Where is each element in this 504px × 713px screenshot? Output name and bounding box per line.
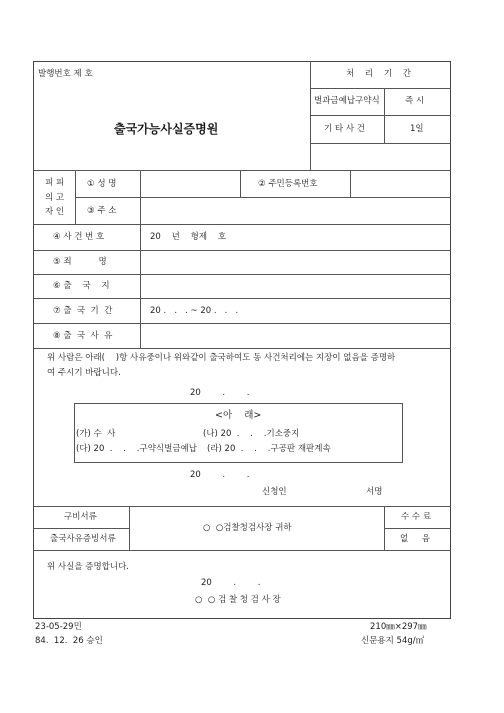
paper-size: 210㎜×297㎜ (370, 622, 427, 632)
fee-label: 수 수 료 (401, 512, 432, 522)
divider (33, 298, 451, 299)
note-b: (나) 20 . . .기소중지 (203, 429, 300, 439)
case-number-label: ④ 사 건 번 호 (53, 232, 105, 242)
divider (310, 143, 451, 144)
issue-number: 발행번호 제 호 (38, 69, 93, 79)
divider (310, 88, 451, 89)
address-label: ③ 주 소 (87, 206, 117, 216)
period-label: ⑦ 출 국 기 간 (53, 306, 113, 316)
divider (33, 250, 451, 251)
divider (33, 170, 451, 171)
statement-text: 위 사람은 아래( )항 사유중이나 위와같이 출국하여도 동 사건처리에는 지장이 없음을 증명하 (47, 353, 396, 363)
divider (129, 506, 130, 550)
form-title: 출국가능사실증명원 (114, 122, 219, 136)
certification-date: 20 . . (201, 578, 261, 588)
divider (350, 170, 351, 197)
signature-label: 서명 (366, 487, 383, 497)
divider (75, 170, 76, 224)
divider (33, 506, 451, 507)
addressee: ○ ○검찰청검사장 귀하 (203, 523, 292, 533)
statement-date: 20 . . (190, 388, 250, 398)
address-field[interactable] (142, 199, 449, 222)
statement-date: 20 . . (190, 470, 250, 480)
required-documents-label: 구비서류 (64, 512, 97, 522)
certification-text: 위 사실을 증명합니다. (47, 562, 130, 572)
divider (384, 88, 385, 143)
applicant-group-label: 자 인 (45, 207, 65, 217)
fee-value: 없 음 (400, 534, 430, 544)
note-c: (다) 20 . . .구약식벌금예납 (76, 444, 197, 454)
destination-label: ⑥ 출 국 지 (53, 281, 110, 291)
note-a: (가) 수 사 (76, 429, 116, 439)
paper-type: 신문용지 54g/㎡ (361, 636, 425, 646)
notes-title: <아 래> (215, 410, 262, 421)
reason-label: ⑧ 출 국 사 유 (53, 331, 113, 341)
divider (33, 550, 451, 551)
divider (33, 528, 129, 529)
approval-date: 84. 12. 26 승인 (35, 636, 103, 646)
case-number-value[interactable]: 20 년 형제 호 (150, 232, 227, 242)
processing-row-label: 기 타 사 건 (324, 124, 365, 134)
name-field[interactable] (142, 172, 238, 195)
applicant-sign-label: 신청인 (262, 487, 287, 497)
form-number: 23-05-29민 (35, 622, 82, 632)
resident-number-label: ② 주민등록번호 (258, 179, 318, 189)
period-value[interactable]: 20 . . . ~ 20 . . . (150, 306, 239, 316)
divider (240, 170, 241, 197)
statement-text: 여 주시기 바랍니다. (47, 368, 121, 378)
applicant-group-label: 피 피 (45, 178, 65, 188)
processing-row-value: 1일 (410, 124, 424, 134)
divider (33, 274, 451, 275)
charge-field[interactable] (142, 252, 449, 272)
name-label: ① 성 명 (87, 179, 117, 189)
divider (310, 61, 311, 170)
divider (33, 348, 451, 349)
destination-field[interactable] (142, 276, 449, 296)
divider (140, 170, 141, 348)
divider (33, 323, 451, 324)
resident-number-field[interactable] (352, 172, 449, 195)
issuer: ○ ○ 검 찰 청 검 사 장 (195, 595, 281, 605)
processing-row-value: 즉 시 (405, 96, 425, 106)
processing-row-label: 벌과금예납구약식 (314, 96, 380, 106)
divider (310, 115, 451, 116)
note-d: (라) 20 . . .구공판 재판계속 (207, 444, 331, 454)
divider (33, 224, 451, 225)
charge-label: ⑤ 죄 명 (53, 257, 107, 267)
applicant-group-label: 의 고 (45, 193, 65, 203)
processing-period-label: 처 리 기 간 (346, 69, 415, 79)
divider (384, 528, 451, 529)
reason-field[interactable] (142, 325, 449, 346)
proof-documents-label: 출국사유증빙서류 (50, 534, 116, 544)
divider (384, 506, 385, 550)
divider (75, 197, 451, 198)
